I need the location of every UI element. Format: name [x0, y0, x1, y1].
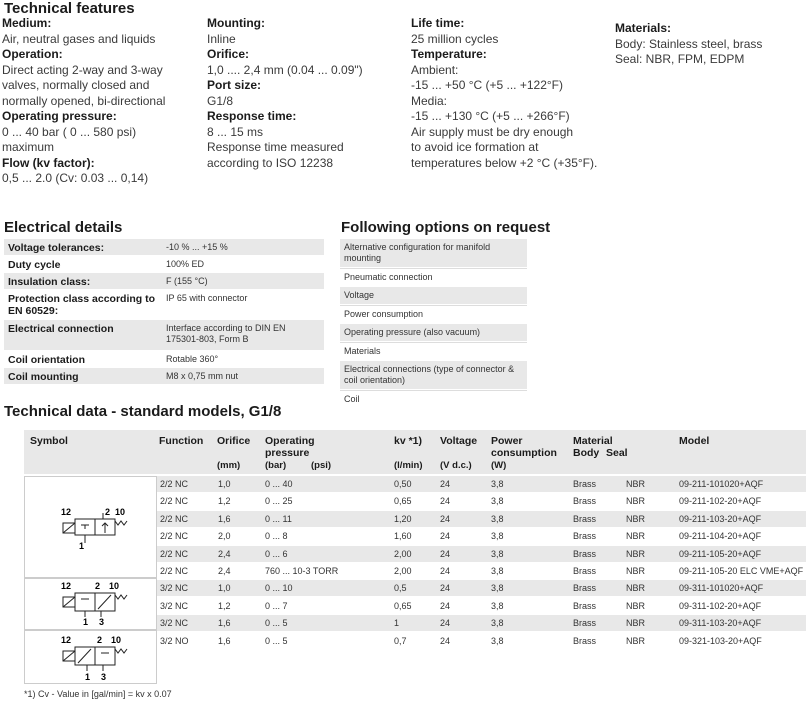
tech-features-title: Technical features — [4, 0, 135, 17]
feature-value: Body: Stainless steel, brass — [615, 36, 763, 51]
header-power: Power consumption — [491, 435, 557, 459]
table-cell: Brass — [573, 600, 597, 611]
option-item: Voltage — [340, 287, 527, 305]
table-cell: 09-311-102-20+AQF — [679, 600, 762, 611]
table-cell: 24 — [440, 635, 451, 646]
table-cell: 2/2 NC — [160, 496, 189, 507]
electrical-value: Interface according to DIN EN 175301-803, Form B — [166, 323, 286, 344]
table-cell: 1,6 — [218, 635, 231, 646]
table-row — [157, 598, 806, 615]
valve-2-2-symbol-icon — [25, 477, 156, 577]
port-label-10: 10 — [115, 507, 126, 517]
option-item: Materials — [340, 342, 527, 361]
table-cell: 3/2 NC — [160, 600, 189, 611]
table-cell: 3,8 — [491, 513, 504, 524]
electrical-value: Rotable 360° — [166, 354, 219, 364]
techdata-title: Technical data - standard models, G1/8 — [4, 403, 282, 420]
table-row-empty — [157, 650, 806, 684]
table-cell: 1,2 — [218, 496, 231, 507]
footnote: *1) Cv - Value in [gal/min] = kv x 0.07 — [24, 689, 172, 699]
table-cell: 0 ... 10 — [265, 583, 293, 594]
feature-value: Direct acting 2-way and 3-way — [2, 62, 163, 77]
table-cell: Brass — [573, 513, 597, 524]
header-material: Material — [573, 435, 613, 447]
valve-3-2-no-symbol-icon — [25, 631, 156, 683]
table-cell: 3/2 NC — [160, 618, 189, 629]
table-cell: 2,4 — [218, 548, 231, 559]
header-power-unit: (W) — [491, 460, 507, 471]
feature-label: Medium: — [2, 16, 52, 30]
option-item: Alternative configuration for manifold mounting — [340, 239, 527, 268]
electrical-value: IP 65 with connector — [166, 293, 248, 303]
table-cell: NBR — [626, 566, 646, 576]
table-cell: 3,8 — [491, 583, 504, 594]
port-label-2: 2 — [97, 635, 103, 645]
header-orifice-unit: (mm) — [217, 460, 241, 471]
feature-value: -15 ... +130 °C (+5 ... +266°F) — [411, 109, 570, 123]
table-cell: 3/2 NO — [160, 635, 189, 646]
table-row — [157, 563, 806, 580]
options-list — [340, 239, 527, 409]
table-cell: 09-211-105-20+AQF — [679, 548, 762, 559]
table-header — [24, 430, 806, 474]
table-cell: 3,8 — [491, 496, 504, 507]
feature-value: Seal: NBR, FPM, EDPM — [615, 52, 745, 66]
electrical-label: Duty cycle — [8, 259, 61, 271]
feature-label: Flow (kv factor): — [2, 155, 95, 170]
electrical-label: Coil mounting — [8, 371, 79, 383]
electrical-value: 100% ED — [166, 259, 205, 269]
table-cell: 1,6 — [218, 513, 231, 524]
feature-value: according to ISO 12238 — [207, 155, 334, 170]
header-voltage-unit: (V d.c.) — [440, 460, 472, 471]
electrical-row — [4, 273, 324, 290]
table-cell: 09-211-101020+AQF — [679, 479, 764, 489]
electrical-row — [4, 351, 324, 368]
table-cell: NBR — [626, 531, 646, 542]
table-cell: 3,8 — [491, 635, 504, 646]
symbol-3-2-nc — [24, 578, 157, 630]
tech-features-col-3 — [411, 16, 611, 171]
table-cell: 1,0 — [218, 583, 231, 594]
table-cell: 0 ... 6 — [265, 548, 288, 559]
table-cell: 09-311-101020+AQF — [679, 583, 764, 594]
option-item: Pneumatic connection — [340, 268, 527, 287]
table-cell: 0,7 — [394, 635, 407, 646]
table-cell: 09-321-103-20+AQF — [679, 635, 762, 646]
table-cell: NBR — [626, 479, 646, 489]
table-row — [157, 528, 806, 545]
table-cell: 0,50 — [394, 479, 412, 489]
feature-value: 8 ... 15 ms — [207, 124, 264, 139]
table-cell: 09-311-103-20+AQF — [679, 618, 762, 629]
symbol-2-2-nc — [24, 476, 157, 578]
table-row — [157, 493, 806, 510]
tech-features-col-1 — [2, 16, 202, 187]
table-row — [157, 546, 806, 563]
port-label-2: 2 — [95, 581, 101, 591]
table-cell: 09-211-103-20+AQF — [679, 513, 762, 524]
header-model: Model — [679, 435, 710, 447]
table-row — [157, 615, 806, 632]
table-cell: NBR — [626, 548, 646, 559]
table-cell: NBR — [626, 635, 646, 646]
header-kv-unit: (l/min) — [394, 460, 423, 471]
electrical-row — [4, 320, 324, 351]
electrical-table — [4, 239, 324, 385]
table-cell: 1 — [394, 618, 400, 629]
feature-value: Media: — [411, 93, 448, 108]
feature-label: Orifice: — [207, 47, 250, 61]
feature-value: 1,0 .... 2,4 mm (0.04 ... 0.09") — [207, 62, 363, 77]
port-label-2: 2 — [105, 507, 111, 517]
header-symbol: Symbol — [30, 435, 68, 447]
table-cell: 0,5 — [394, 583, 407, 594]
table-cell: Brass — [573, 635, 597, 646]
feature-value: Air, neutral gases and liquids — [2, 31, 156, 46]
table-cell: 1,6 — [218, 618, 231, 629]
table-cell: 3,8 — [491, 548, 504, 559]
feature-value: Inline — [207, 31, 236, 46]
port-label-3: 3 — [99, 617, 105, 627]
table-cell: Brass — [573, 618, 597, 629]
feature-label: Materials: — [615, 21, 672, 35]
table-cell: 24 — [440, 496, 451, 507]
port-label-10: 10 — [109, 581, 120, 591]
tech-features-col-2 — [207, 16, 407, 171]
table-cell: 1,20 — [394, 513, 412, 524]
table-cell: 24 — [440, 531, 451, 542]
feature-label: Port size: — [207, 78, 262, 92]
table-cell: 2/2 NC — [160, 566, 189, 576]
table-cell: 2,00 — [394, 566, 412, 576]
table-cell: 2,4 — [218, 566, 231, 576]
electrical-label: Electrical connection — [8, 323, 114, 335]
table-row — [157, 633, 806, 650]
table-cell: 760 ... 10-3 TORR — [265, 566, 339, 576]
table-cell: 1,0 — [218, 479, 231, 489]
table-cell: 1,60 — [394, 531, 412, 542]
table-row — [157, 511, 806, 528]
electrical-value: F (155 °C) — [166, 276, 208, 286]
feature-label: Temperature: — [411, 47, 487, 61]
table-cell: 2/2 NC — [160, 479, 189, 489]
table-cell: 3,8 — [491, 531, 504, 542]
table-cell: 3,8 — [491, 479, 504, 489]
electrical-label: Protection class according to EN 60529: — [8, 293, 156, 317]
feature-value: G1/8 — [207, 93, 234, 108]
table-row — [157, 580, 806, 597]
tech-features-col-4 — [615, 21, 805, 68]
table-cell: 1,2 — [218, 600, 231, 611]
feature-value: valves, normally closed and — [2, 78, 150, 92]
port-label-12: 12 — [61, 581, 72, 591]
feature-value: Air supply must be dry enough — [411, 124, 574, 139]
header-voltage: Voltage — [440, 435, 478, 447]
port-label-12: 12 — [61, 635, 72, 645]
table-cell: 09-211-104-20+AQF — [679, 531, 762, 542]
electrical-label: Insulation class: — [8, 276, 91, 288]
table-cell: Brass — [573, 479, 597, 489]
table-cell: 0,65 — [394, 496, 412, 507]
table-cell: 0,65 — [394, 600, 412, 611]
table-cell: NBR — [626, 513, 646, 524]
feature-value: 0,5 ... 2.0 (Cv: 0.03 ... 0,14) — [2, 171, 149, 185]
table-cell: 2/2 NC — [160, 513, 189, 524]
electrical-row — [4, 239, 324, 256]
table-cell: Brass — [573, 566, 597, 576]
table-cell: 0 ... 25 — [265, 496, 293, 507]
table-cell: 0 ... 7 — [265, 600, 288, 611]
electrical-row — [4, 256, 324, 273]
table-cell: 24 — [440, 479, 451, 489]
header-orifice: Orifice — [217, 435, 251, 447]
port-label-1: 1 — [85, 672, 91, 682]
electrical-label: Voltage tolerances: — [8, 242, 105, 254]
feature-label: Mounting: — [207, 16, 265, 30]
option-item: Coil — [340, 390, 527, 409]
option-item: Power consumption — [340, 305, 527, 324]
table-cell: 3,8 — [491, 566, 504, 576]
table-cell: NBR — [626, 618, 646, 629]
electrical-value: M8 x 0,75 mm nut — [166, 371, 239, 381]
electrical-value: -10 % ... +15 % — [166, 242, 228, 252]
table-cell: 0 ... 5 — [265, 618, 288, 629]
feature-value: Response time measured — [207, 140, 344, 154]
feature-value: temperatures below +2 °C (+35°F). — [411, 155, 598, 170]
header-operating-pressure: Operating pressure — [265, 435, 315, 459]
option-item: Operating pressure (also vacuum) — [340, 324, 527, 342]
electrical-row — [4, 290, 324, 320]
feature-label: Life time: — [411, 16, 465, 30]
table-cell: 09-211-102-20+AQF — [679, 496, 762, 507]
table-cell: 3/2 NC — [160, 583, 189, 594]
table-row — [157, 476, 806, 493]
symbol-3-2-no — [24, 630, 157, 684]
header-bar: (bar) — [265, 460, 287, 471]
table-cell: NBR — [626, 496, 646, 507]
options-title: Following options on request — [341, 219, 551, 236]
feature-value: -15 ... +50 °C (+5 ... +122°F) — [411, 78, 564, 92]
header-kv: kv *1) — [394, 435, 423, 447]
port-label-12: 12 — [61, 507, 72, 517]
header-function: Function — [159, 435, 204, 447]
table-cell: Brass — [573, 583, 597, 594]
feature-value: to avoid ice formation at — [411, 140, 539, 154]
table-cell: NBR — [626, 600, 646, 611]
table-cell: Brass — [573, 548, 597, 559]
table-cell: 0 ... 8 — [265, 531, 288, 542]
table-cell: 24 — [440, 583, 451, 594]
feature-value: 25 million cycles — [411, 31, 499, 46]
feature-label: Operating pressure: — [2, 109, 117, 123]
header-body: Body — [573, 447, 600, 459]
table-cell: 2,0 — [218, 531, 231, 542]
table-cell: 2/2 NC — [160, 531, 189, 542]
table-cell: 3,8 — [491, 600, 504, 611]
port-label-1: 1 — [83, 617, 89, 627]
feature-label: Response time: — [207, 109, 297, 123]
table-cell: Brass — [573, 531, 597, 542]
table-cell: 2,00 — [394, 548, 412, 559]
table-cell: 24 — [440, 548, 451, 559]
table-cell: 0 ... 5 — [265, 635, 288, 646]
table-cell: 24 — [440, 618, 451, 629]
table-cell: 0 ... 40 — [265, 479, 293, 489]
feature-value: 0 ... 40 bar ( 0 ... 580 psi) — [2, 124, 137, 139]
table-cell: 3,8 — [491, 618, 504, 629]
port-label-1: 1 — [79, 541, 85, 551]
electrical-label: Coil orientation — [8, 354, 85, 366]
table-cell: 2/2 NC — [160, 548, 189, 559]
feature-value: Ambient: — [411, 62, 459, 77]
table-cell: NBR — [626, 583, 646, 594]
option-item: Electrical connections (type of connector & coil orientation) — [340, 361, 527, 390]
electrical-row — [4, 368, 324, 385]
feature-value: maximum — [2, 140, 55, 154]
feature-label: Operation: — [2, 47, 63, 61]
valve-3-2-nc-symbol-icon — [25, 579, 156, 629]
header-seal: Seal — [606, 447, 628, 459]
header-psi: (psi) — [311, 460, 332, 471]
port-label-10: 10 — [111, 635, 122, 645]
table-cell: 24 — [440, 566, 451, 576]
feature-value: normally opened, bi-directional — [2, 93, 166, 108]
table-cell: 0 ... 11 — [265, 513, 292, 524]
table-cell: 09-211-105-20 ELC VME+AQF — [679, 566, 804, 576]
electrical-title: Electrical details — [4, 219, 123, 236]
port-label-3: 3 — [101, 672, 107, 682]
table-cell: 24 — [440, 600, 451, 611]
table-cell: 24 — [440, 513, 451, 524]
table-cell: Brass — [573, 496, 597, 507]
